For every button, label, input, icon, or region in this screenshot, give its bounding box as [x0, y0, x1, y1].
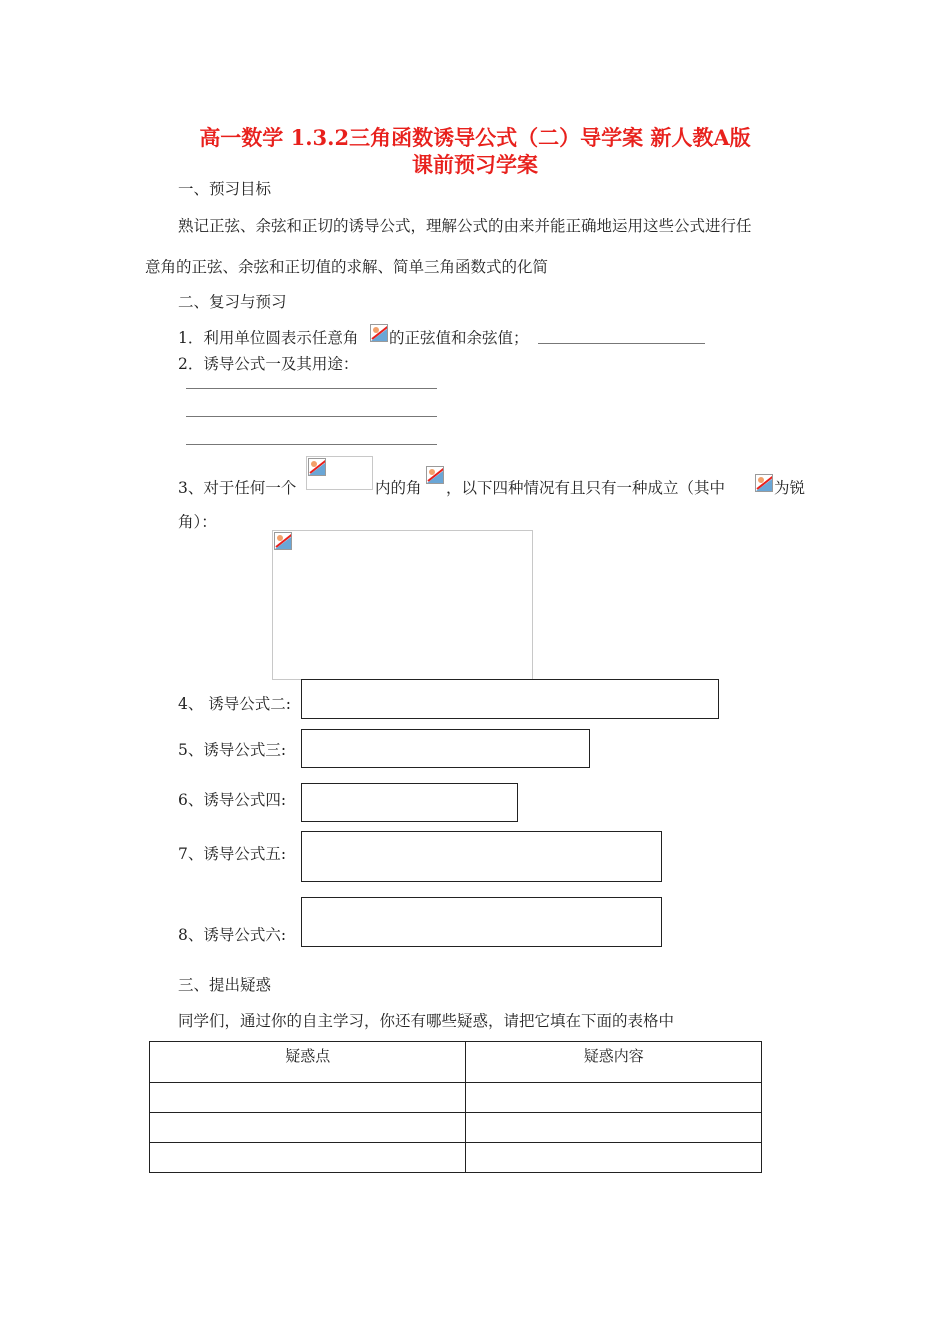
- table-cell[interactable]: [150, 1113, 466, 1143]
- section3-heading: 三、提出疑惑: [178, 976, 272, 994]
- table-header-question-content: 疑惑内容: [466, 1042, 762, 1083]
- formula4-answer-box[interactable]: [301, 783, 518, 822]
- section1-paragraph-line2: 意角的正弦、余弦和正切值的求解、简单三角函数式的化简: [145, 258, 549, 276]
- broken-image-icon: [370, 324, 388, 342]
- table-header-question-point: 疑惑点: [150, 1042, 466, 1083]
- section2-heading: 二、复习与预习: [178, 293, 287, 311]
- table-row: [150, 1113, 762, 1143]
- item2-answer-line[interactable]: [186, 388, 437, 389]
- item5-text: 5、诱导公式三:: [178, 741, 287, 759]
- document-title: 高一数学 1.3.2三角函数诱导公式（二）导学案 新人教A版: [199, 125, 751, 150]
- questions-table: [149, 1041, 762, 1173]
- item4-text: 4、 诱导公式二:: [178, 695, 292, 713]
- item3-text-a: 3、对于任何一个: [178, 479, 297, 497]
- formula2-answer-box[interactable]: [301, 679, 719, 719]
- item3-text-e: 角）：: [178, 513, 217, 531]
- item2-answer-line[interactable]: [186, 416, 437, 417]
- cases-image-frame: [272, 530, 533, 680]
- table-cell[interactable]: [150, 1143, 466, 1173]
- item1-text-a: 1．利用单位圆表示任意角: [178, 329, 359, 347]
- section1-heading: 一、预习目标: [178, 180, 272, 198]
- item3-text-c: ，以下四种情况有且只有一种成立（其中: [446, 479, 726, 497]
- table-cell[interactable]: [466, 1113, 762, 1143]
- section1-paragraph-line1: 熟记正弦、余弦和正切的诱导公式，理解公式的由来并能正确地运用这些公式进行任: [178, 217, 752, 235]
- item6-text: 6、诱导公式四:: [178, 791, 287, 809]
- broken-image-icon: [426, 466, 444, 484]
- section3-intro: 同学们，通过你的自主学习，你还有哪些疑惑，请把它填在下面的表格中: [178, 1012, 675, 1030]
- table-row: [150, 1083, 762, 1113]
- table-row: [150, 1143, 762, 1173]
- table-cell[interactable]: [466, 1143, 762, 1173]
- table-header-row: [150, 1042, 762, 1083]
- broken-image-icon: [274, 532, 292, 550]
- broken-image-icon: [308, 458, 326, 476]
- table-cell[interactable]: [466, 1083, 762, 1113]
- item2-text: 2．诱导公式一及其用途：: [178, 355, 359, 373]
- broken-image-icon: [755, 474, 773, 492]
- formula5-answer-box[interactable]: [301, 831, 662, 882]
- item7-text: 7、诱导公式五:: [178, 845, 287, 863]
- table-cell[interactable]: [150, 1083, 466, 1113]
- formula3-answer-box[interactable]: [301, 729, 590, 768]
- item3-text-b: 内的角: [375, 479, 422, 497]
- formula6-answer-box[interactable]: [301, 897, 662, 947]
- item1-text-b: 的正弦值和余弦值；: [389, 329, 529, 347]
- item3-text-d: 为锐: [774, 479, 806, 497]
- document-subtitle: 课前预习学案: [412, 152, 538, 177]
- item1-answer-line[interactable]: [538, 343, 705, 344]
- item2-answer-line[interactable]: [186, 444, 437, 445]
- item8-text: 8、诱导公式六:: [178, 926, 287, 944]
